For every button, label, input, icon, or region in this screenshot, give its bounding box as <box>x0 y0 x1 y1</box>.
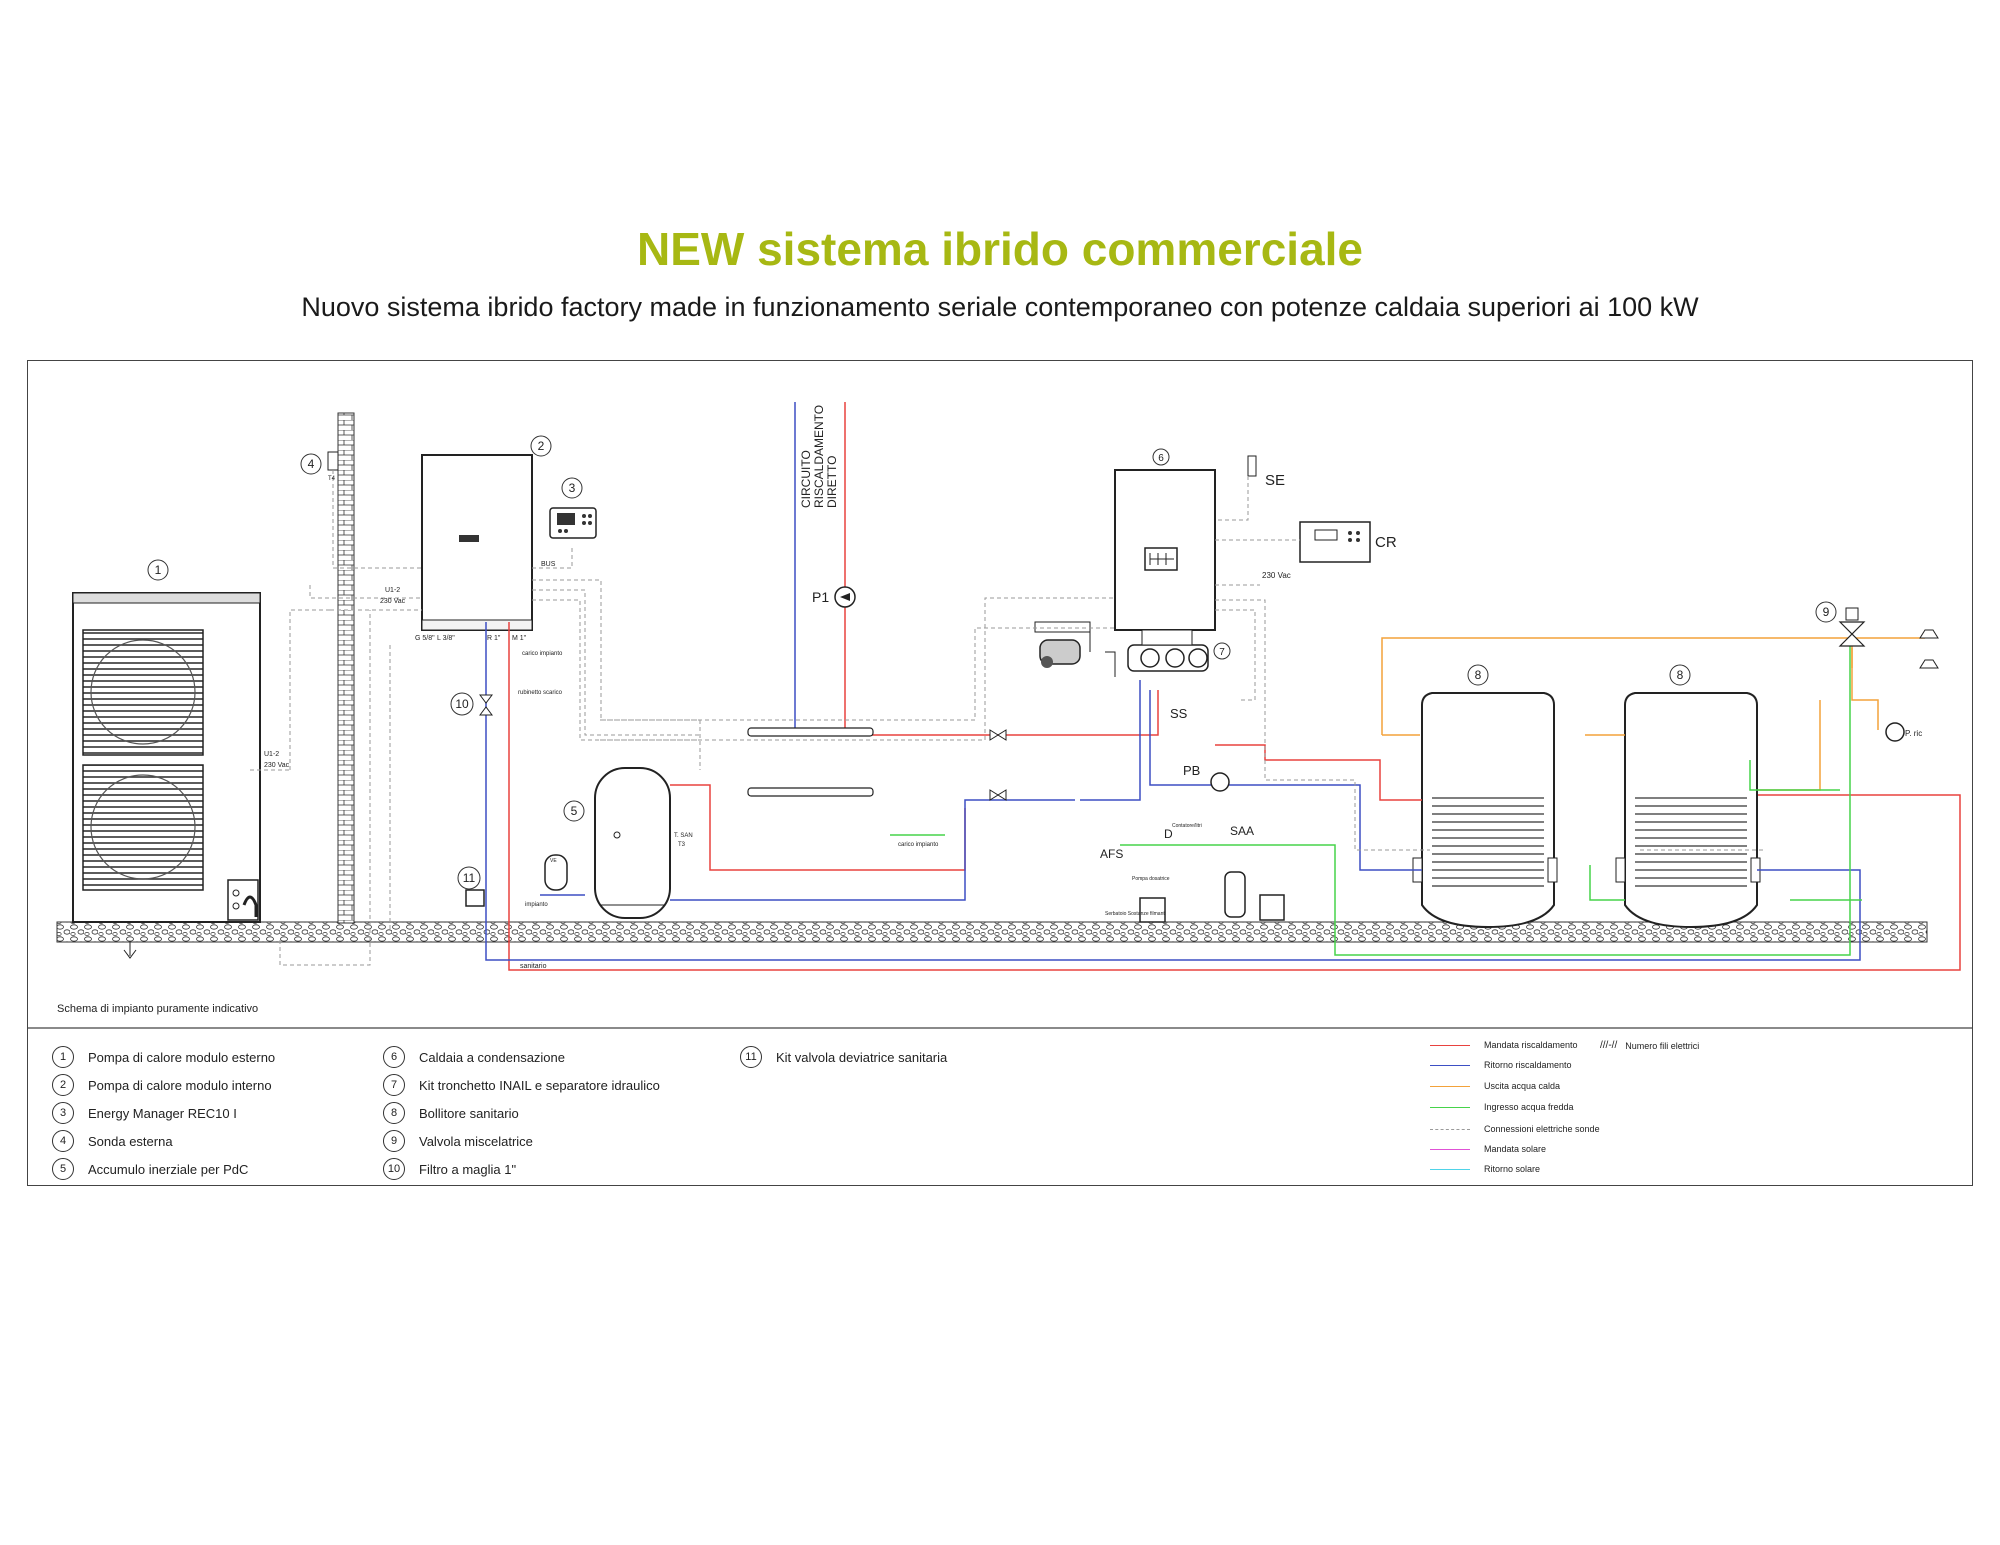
label-impianto: impianto <box>525 902 548 908</box>
label-contatore: Contatore/litri <box>1172 823 1202 829</box>
inail-kit <box>1128 630 1208 671</box>
heat-pump-external-unit <box>73 593 260 922</box>
svg-text:4: 4 <box>307 457 315 471</box>
heat-pump-internal-unit <box>422 455 532 630</box>
pb-pump-icon <box>1211 773 1229 791</box>
energy-manager-device <box>550 508 596 538</box>
component-marker-6 <box>1153 449 1169 465</box>
label-230vac-boiler: 230 Vac <box>1262 571 1291 580</box>
component-marker-5 <box>564 801 584 821</box>
drain-icon <box>124 942 136 958</box>
collector-lower <box>748 788 873 796</box>
circuit-label-1: CIRCUITO <box>799 450 813 508</box>
svg-text:7: 7 <box>1219 647 1225 658</box>
shutoff-valve-icon <box>990 790 1006 800</box>
room-controller <box>1300 522 1370 562</box>
line-legend-ritorno-solare: Ritorno solare <box>1430 1164 1540 1174</box>
label-230vac-left: 230 Vac <box>264 762 290 769</box>
legend-item-1: 1 Pompa di calore modulo esterno <box>52 1046 275 1068</box>
label-u12-top: U1-2 <box>385 587 401 594</box>
component-marker-1 <box>148 560 168 580</box>
label-r1: R 1" <box>487 635 501 642</box>
legend-item-5: 5 Accumulo inerziale per PdC <box>52 1158 248 1180</box>
label-se: SE <box>1265 472 1286 489</box>
label-carico-impianto-bottom: carico impianto <box>898 842 939 848</box>
legend-item-3: 3 Energy Manager REC10 I <box>52 1102 237 1124</box>
svg-text:2: 2 <box>537 439 545 453</box>
svg-text:5: 5 <box>570 804 578 818</box>
component-marker-9 <box>1816 602 1836 622</box>
label-ve: VE <box>550 858 557 864</box>
line-legend-acqua-calda: Uscita acqua calda <box>1430 1081 1560 1091</box>
label-l38: L 3/8" <box>437 635 455 642</box>
svg-text:8: 8 <box>1474 668 1482 682</box>
component-marker-3 <box>562 478 582 498</box>
inertial-tank <box>595 768 670 918</box>
shower-icon <box>1920 630 1938 668</box>
wires-symbol: ///-// <box>1600 1040 1618 1051</box>
line-legend-wires: ///-// Numero fili elettrici <box>1600 1040 1700 1051</box>
component-marker-10 <box>451 693 473 715</box>
label-pric: P. ric <box>1905 729 1923 738</box>
label-t3: T3 <box>678 842 686 848</box>
label-ss: SS <box>1170 706 1188 721</box>
diagram-note: Schema di impianto puramente indicativo <box>57 1003 259 1015</box>
svg-text:10: 10 <box>455 697 469 711</box>
legend-item-9: 9 Valvola miscelatrice <box>383 1130 533 1152</box>
circuit-label-3: DIRETTO <box>825 455 839 508</box>
legend-item-7: 7 Kit tronchetto INAIL e separatore idraulico <box>383 1074 660 1096</box>
label-t4: T4 <box>328 476 336 482</box>
legend-item-4: 4 Sonda esterna <box>52 1130 173 1152</box>
label-saa: SAA <box>1230 824 1255 838</box>
label-d: D <box>1164 827 1173 841</box>
condensing-boiler <box>1115 470 1215 630</box>
diverter-valve-icon <box>466 890 484 906</box>
label-tsan: T. SAN <box>674 833 693 839</box>
line-legend-mandata: Mandata riscaldamento <box>1430 1040 1578 1050</box>
se-probe-icon <box>1248 456 1256 476</box>
label-230vac-top: 230 Vac <box>380 598 406 605</box>
label-g58: G 5/8" <box>415 635 435 642</box>
legend-item-6: 6 Caldaia a condensazione <box>383 1046 565 1068</box>
component-marker-4 <box>301 454 321 474</box>
circuit-label-2: RISCALDAMENTO <box>812 404 826 508</box>
hydraulic-separator <box>1035 622 1115 677</box>
component-marker-11 <box>458 867 480 889</box>
storage-tank-1 <box>1413 693 1557 927</box>
label-afs: AFS <box>1100 847 1124 861</box>
legend-item-10: 10 Filtro a maglia 1" <box>383 1158 516 1180</box>
label-sanitario: sanitario <box>520 963 547 970</box>
label-carico-impianto-top: carico impianto <box>522 651 563 657</box>
component-marker-8b <box>1670 665 1690 685</box>
label-pb: PB <box>1183 763 1201 778</box>
storage-tank-2 <box>1616 693 1760 927</box>
mixing-valve-head-icon <box>1846 608 1858 620</box>
collector-upper <box>748 728 873 736</box>
label-serbatoio: Serbatoio Sostanze filmanti <box>1105 911 1166 917</box>
page-subtitle: Nuovo sistema ibrido factory made in funzionamento seriale contemporaneo con potenze caldaia superiori ai 100 kW <box>301 292 1699 322</box>
label-pompa-dosatrice: Pompa dosatrice <box>1132 876 1170 882</box>
mixing-valve-icon <box>1840 622 1864 646</box>
svg-text:3: 3 <box>568 481 576 495</box>
label-u12-left: U1-2 <box>264 751 280 758</box>
page-title: NEW sistema ibrido commerciale <box>636 223 1364 275</box>
brick-wall <box>338 413 354 923</box>
legend-item-11: 11 Kit valvola deviatrice sanitaria <box>740 1046 947 1068</box>
component-marker-2 <box>531 436 551 456</box>
label-bus: BUS <box>541 561 556 568</box>
svg-text:6: 6 <box>1158 453 1164 464</box>
label-rubinetto-scarico: rubinetto scarico <box>518 690 563 696</box>
line-legend-mandata-solare: Mandata solare <box>1430 1144 1546 1154</box>
external-probe-icon <box>328 452 338 470</box>
label-m1: M 1" <box>512 635 527 642</box>
line-legend-acqua-fredda: Ingresso acqua fredda <box>1430 1102 1574 1112</box>
shutoff-valve-icon <box>990 730 1006 740</box>
legend-item-8: 8 Bollitore sanitario <box>383 1102 519 1124</box>
recirculation-pump-icon <box>1886 723 1904 741</box>
svg-text:9: 9 <box>1822 605 1830 619</box>
label-cr: CR <box>1375 534 1397 551</box>
svg-text:1: 1 <box>154 563 162 577</box>
component-marker-7 <box>1214 643 1230 659</box>
ground-strip <box>57 922 1927 942</box>
component-marker-8a <box>1468 665 1488 685</box>
svg-text:11: 11 <box>462 871 476 885</box>
label-p1: P1 <box>812 589 830 605</box>
svg-text:8: 8 <box>1676 668 1684 682</box>
legend-item-2: 2 Pompa di calore modulo interno <box>52 1074 272 1096</box>
line-legend-ritorno: Ritorno riscaldamento <box>1430 1060 1572 1070</box>
line-legend-elettriche: Connessioni elettriche sonde <box>1430 1124 1600 1134</box>
